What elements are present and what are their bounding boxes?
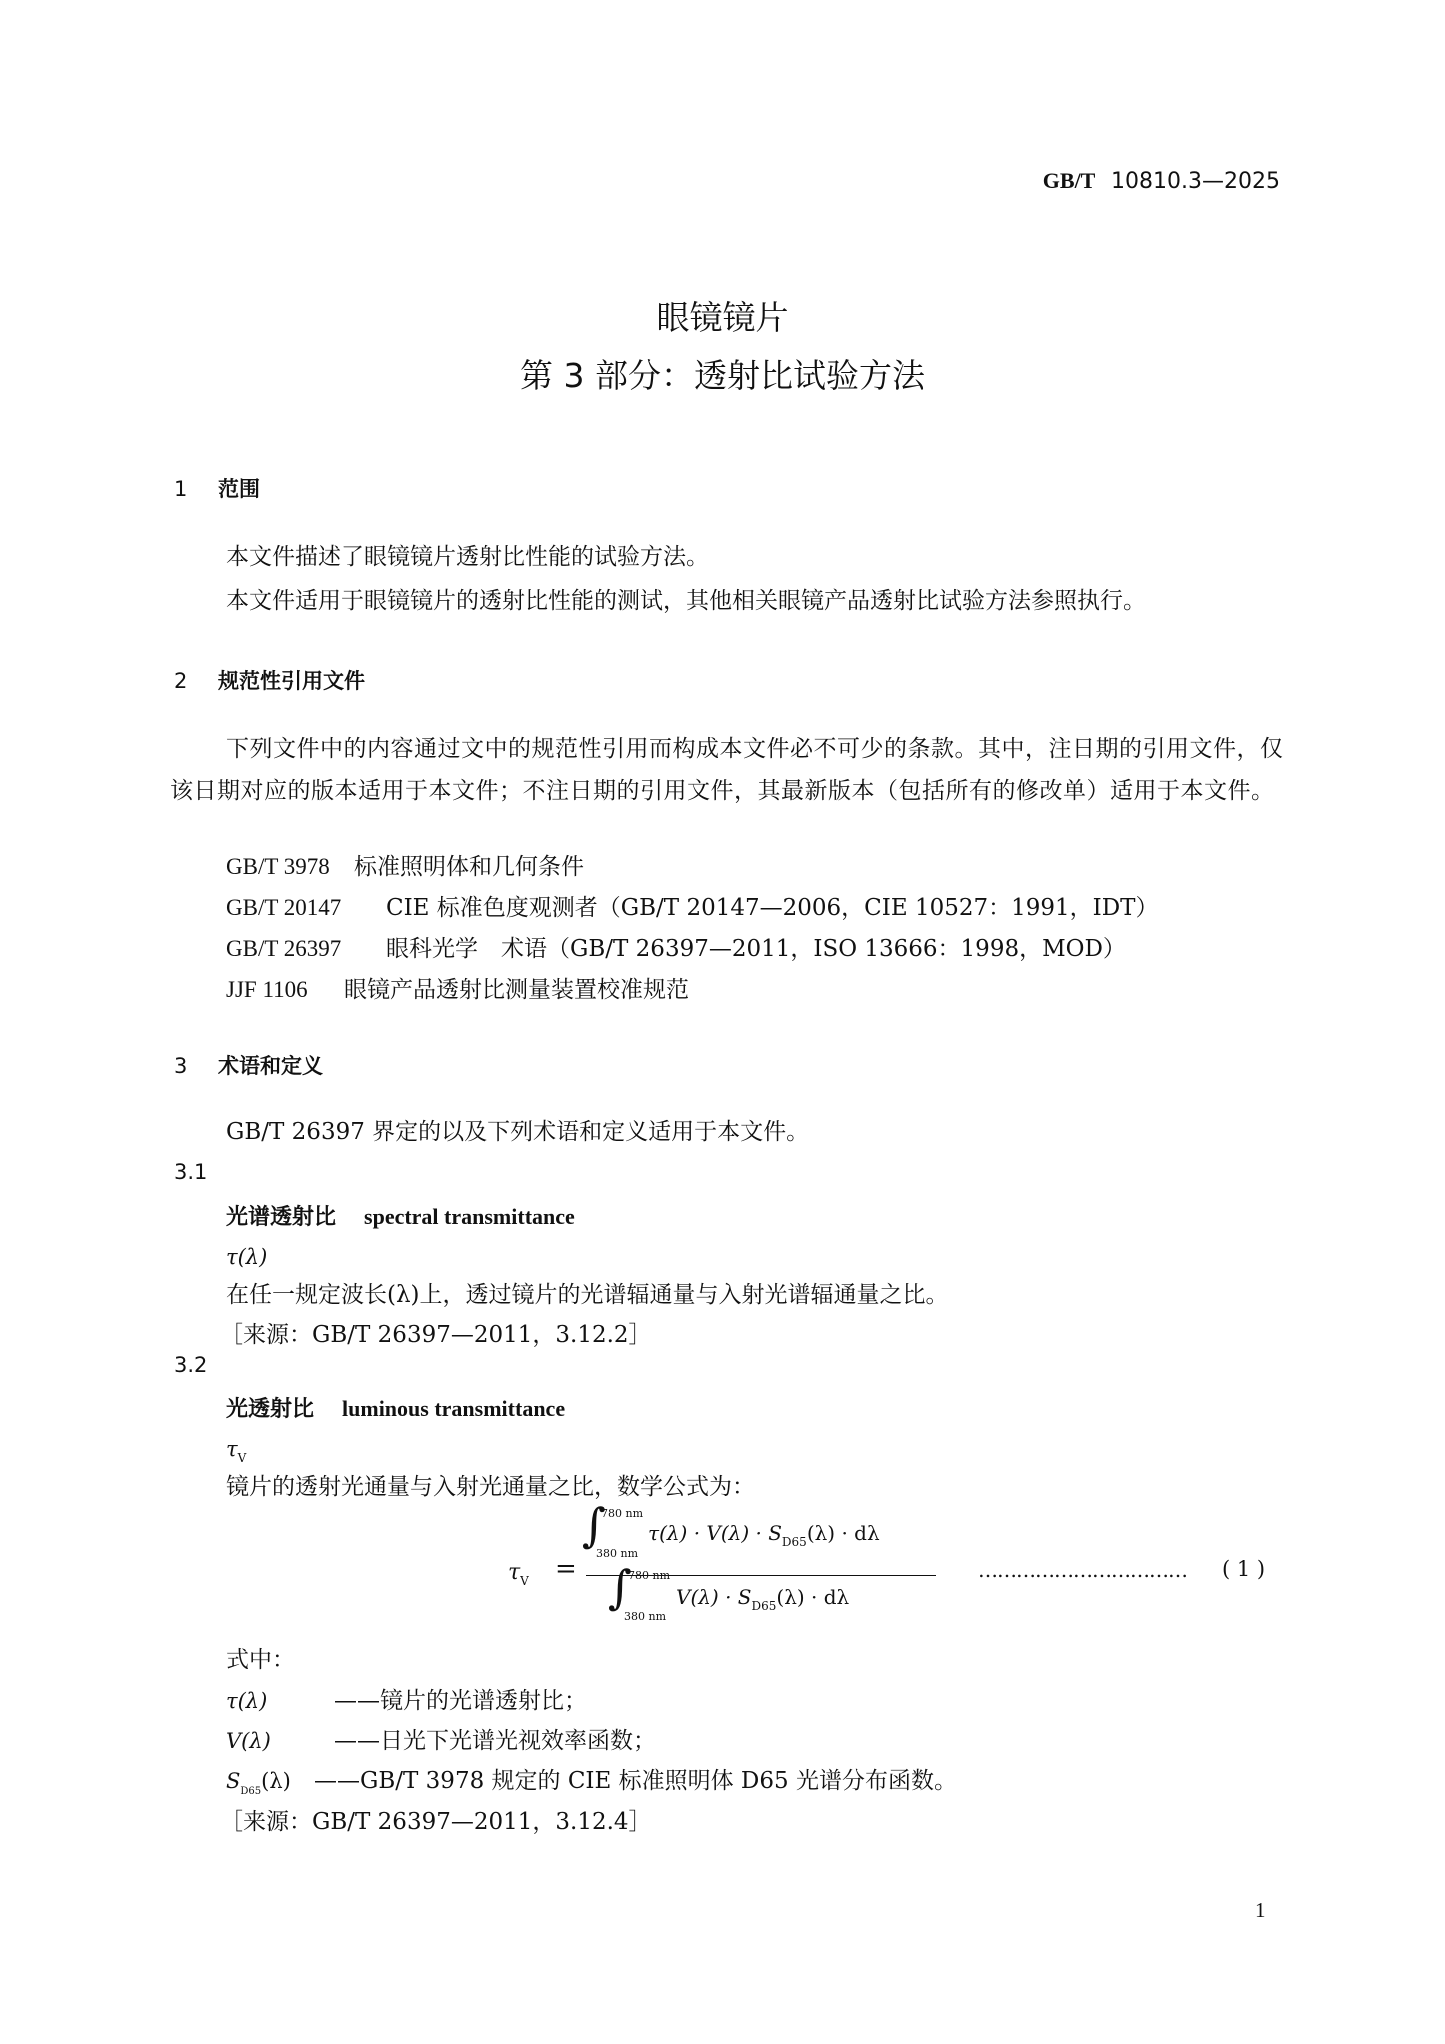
document-code-prefix: GB/T [1042, 168, 1096, 193]
denominator-lower-limit: 380 nm [624, 1610, 667, 1623]
variable-3-symbol [226, 1764, 314, 1809]
variable-3 [226, 1764, 957, 1809]
numerator-main: τ(λ) · V(λ) · S [648, 1521, 782, 1545]
term-3-1-title [226, 1200, 575, 1231]
term-3-2-chinese: 光透射比 [226, 1397, 315, 1422]
term-3-2-definition: 镜片的透射光通量与入射光通量之比，数学公式为： [226, 1474, 755, 1500]
section-1-paragraph-1: 本文件描述了眼镜镜片透射比性能的试验方法。 [226, 544, 709, 570]
numerator-upper-limit: 780 nm [601, 1507, 644, 1520]
variable-2-description: ——日光下光谱光视效率函数； [334, 1728, 656, 1754]
numerator-sub: D65 [781, 1535, 807, 1549]
section-2-intro: 下列文件中的内容通过文中的规范性引用而构成本文件必不可少的条款。其中，注日期的引用文件，仅该日期对应的版本适用于本文件；不注日期的引用文件，其最新版本（包括所有的修改单）适用于本文件。 [170, 736, 1284, 804]
document-code [1043, 168, 1280, 194]
term-3-2-symbol-main: τ [226, 1437, 238, 1461]
reference-2 [226, 891, 1159, 925]
page-number: 1 [1255, 1898, 1266, 1922]
section-1-title: 范围 [218, 477, 260, 501]
term-3-2-source: ［来源：GB/T 26397—2011，3.12.4］ [220, 1809, 652, 1835]
term-3-1-source: ［来源：GB/T 26397—2011，3.12.2］ [220, 1322, 652, 1348]
reference-4-title: 眼镜产品透射比测量装置校准规范 [344, 977, 689, 1003]
term-3-1-symbol: τ(λ) [226, 1245, 268, 1269]
formula-equals: = [555, 1554, 577, 1584]
term-3-1-chinese: 光谱透射比 [226, 1205, 337, 1230]
reference-1 [226, 850, 584, 884]
term-3-2-title [226, 1392, 565, 1423]
variable-2 [226, 1724, 656, 1758]
reference-3 [226, 932, 1126, 966]
term-3-1-number: 3.1 [174, 1160, 208, 1184]
term-3-2-number: 3.2 [174, 1353, 208, 1377]
reference-3-title: 眼科光学 术语（GB/T 26397—2011，ISO 13666：1998，MOD） [386, 936, 1126, 962]
section-3-title: 术语和定义 [218, 1054, 323, 1078]
section-2-number: 2 [174, 669, 188, 693]
formula-number: ( 1 ) [1222, 1557, 1266, 1581]
section-2-heading [174, 665, 365, 695]
variable-2-symbol: V(λ) [226, 1729, 271, 1753]
section-1-heading [174, 473, 260, 503]
numerator-tail: (λ) · dλ [806, 1521, 880, 1545]
variable-1 [226, 1684, 587, 1718]
term-3-2-symbol-sub: V [237, 1451, 247, 1465]
denominator-expression [676, 1585, 849, 1613]
title-line-2: 第 3 部分：透射比试验方法 [520, 356, 925, 395]
variable-3-symbol-main: S [226, 1769, 241, 1793]
denominator-main: V(λ) · S [676, 1585, 752, 1609]
numerator-lower-limit: 380 nm [596, 1547, 639, 1560]
variable-1-description: ——镜片的光谱透射比； [334, 1688, 587, 1714]
section-3-heading [174, 1050, 323, 1080]
term-3-2-symbol [226, 1432, 246, 1475]
reference-2-title: CIE 标准色度观测者（GB/T 20147—2006，CIE 10527：1991，IDT） [386, 895, 1159, 921]
variable-3-description: ——GB/T 3978 规定的 CIE 标准照明体 D65 光谱分布函数。 [314, 1768, 957, 1794]
term-3-2-english: luminous transmittance [342, 1396, 566, 1421]
formula-lhs-symbol: τ [508, 1560, 521, 1585]
document-code-number: 10810.3—2025 [1111, 169, 1280, 194]
reference-4 [226, 973, 689, 1007]
reference-2-code: GB/T 20147 [226, 895, 342, 920]
numerator-integral-sign: ∫ [582, 1498, 606, 1552]
section-1-number: 1 [174, 477, 188, 501]
section-3-number: 3 [174, 1054, 188, 1078]
denominator-upper-limit: 780 nm [628, 1569, 671, 1582]
where-label: 式中： [226, 1647, 295, 1673]
formula-leader-dots: …………………………… [978, 1558, 1187, 1582]
term-3-1-definition: 在任一规定波长(λ)上，透过镜片的光谱辐通量与入射光谱辐通量之比。 [226, 1282, 949, 1308]
section-2-title: 规范性引用文件 [218, 669, 365, 693]
title-line-1: 眼镜镜片 [656, 298, 789, 337]
numerator-expression [648, 1521, 880, 1549]
reference-3-code: GB/T 26397 [226, 936, 342, 961]
denominator-sub: D65 [751, 1599, 777, 1613]
denominator-integral-sign: ∫ [608, 1560, 632, 1614]
term-3-1-english: spectral transmittance [364, 1204, 575, 1229]
section-3-intro: GB/T 26397 界定的以及下列术语和定义适用于本文件。 [226, 1119, 810, 1145]
reference-4-code: JJF 1106 [226, 977, 308, 1002]
formula-lhs-sub: V [520, 1574, 529, 1588]
section-1-paragraph-2: 本文件适用于眼镜镜片的透射比性能的测试，其他相关眼镜产品透射比试验方法参照执行。 [226, 588, 1146, 614]
variable-1-symbol: τ(λ) [226, 1689, 268, 1713]
variable-3-symbol-sub: D65 [240, 1786, 262, 1797]
variable-3-symbol-tail: (λ) [261, 1769, 291, 1793]
reference-1-title: 标准照明体和几何条件 [354, 854, 584, 880]
reference-1-code: GB/T 3978 [226, 854, 330, 879]
formula-lhs [508, 1560, 529, 1588]
denominator-tail: (λ) · dλ [776, 1585, 850, 1609]
